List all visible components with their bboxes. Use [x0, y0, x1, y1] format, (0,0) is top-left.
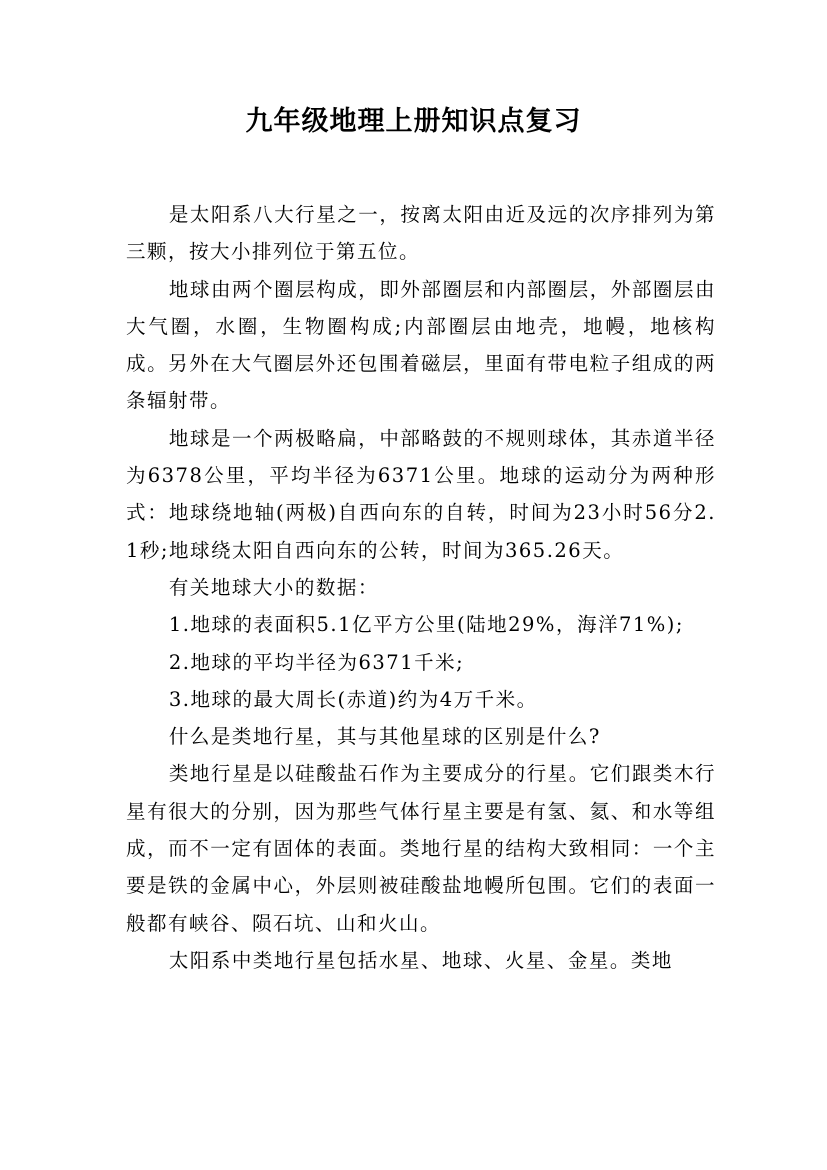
document-body — [126, 196, 716, 979]
list-item-max-circumference: 3.地球的最大周长(赤道)约为4万千米。 — [168, 687, 538, 711]
paragraph-earth-position: 是太阳系八大行星之一，按离太阳由近及远的次序排列为第三颗，按大小排列位于第五位。 — [126, 203, 716, 264]
list-item-average-radius: 2.地球的平均半径为6371千米; — [168, 650, 465, 674]
paragraph-terrestrial-question: 什么是类地行星，其与其他星球的区别是什么? — [168, 725, 601, 749]
paragraph-terrestrial-members: 太阳系中类地行星包括水星、地球、火星、金星。类地 — [168, 948, 673, 972]
paragraph-size-data-heading: 有关地球大小的数据： — [168, 575, 379, 599]
paragraph-terrestrial-definition: 类地行星是以硅酸盐石作为主要成分的行星。它们跟类木行星有很大的分别，因为那些气体行星主要是有氢、氦、和水等组成，而不一定有固体的表面。类地行星的结构大致相同：一个主要是铁的金属中心，外层则被硅酸盐地幔所包围。它们的表面一般都有峡谷、陨石坑、山和火山。 — [126, 762, 716, 935]
list-item-surface-area: 1.地球的表面积5.1亿平方公里(陆地29%，海洋71%); — [168, 613, 684, 637]
paragraph-earth-layers: 地球由两个圈层构成，即外部圈层和内部圈层，外部圈层由大气圈，水圈，生物圈构成;内部圈层由地壳，地幔，地核构成。另外在大气圈层外还包围着磁层，里面有带电粒子组成的两条辐射带。 — [126, 277, 716, 413]
document-title: 九年级地理上册知识点复习 — [245, 106, 582, 137]
paragraph-earth-shape-motion: 地球是一个两极略扁，中部略鼓的不规则球体，其赤道半径为6378公里，平均半径为6371公里。地球的运动分为两种形式：地球绕地轴(两极)自西向东的自转，时间为23小时56分2.1秒;地球绕太阳自西向东的公转，时间为365.26天。 — [126, 426, 716, 562]
